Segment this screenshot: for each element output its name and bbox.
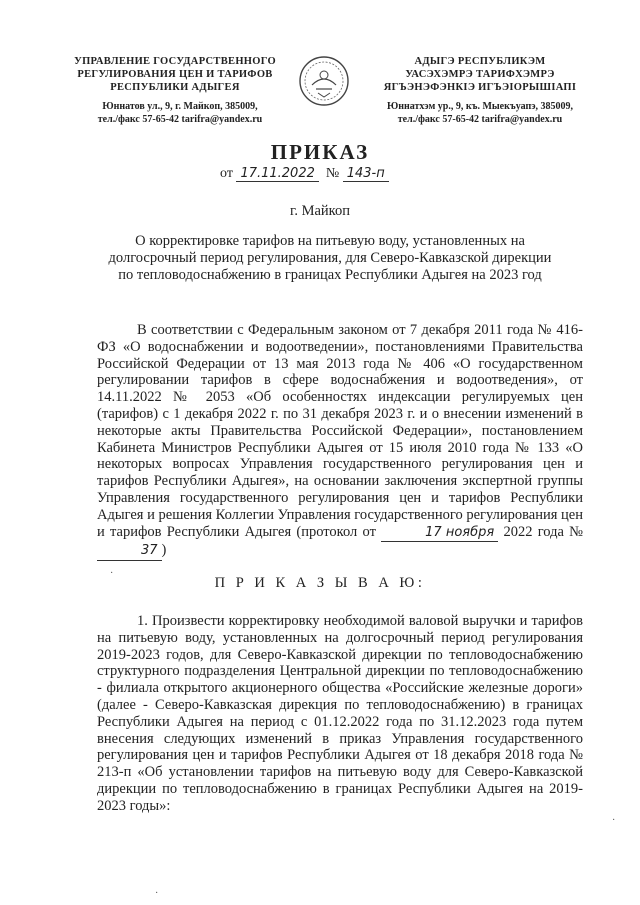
right-org-line: ЯГЪЭНЭФЭНКІЭ ИГЪЭІОРЫШІАПІ bbox=[383, 82, 577, 93]
left-address-line: Юннатов ул., 9, г. Майкоп, 385009, bbox=[102, 101, 258, 112]
document-title: ПРИКАЗ bbox=[270, 140, 370, 164]
number-prefix: № bbox=[325, 166, 340, 181]
left-org-line: РЕГУЛИРОВАНИЯ ЦЕН И ТАРИФОВ bbox=[77, 69, 273, 80]
left-org-line: УПРАВЛЕНИЕ ГОСУДАРСТВЕННОГО bbox=[74, 56, 276, 67]
right-organization-name bbox=[365, 55, 595, 94]
handwritten-protocol-number: 37 bbox=[97, 543, 162, 561]
republic-emblem-icon bbox=[298, 55, 350, 107]
handwritten-date: 17.11.2022 bbox=[236, 166, 318, 182]
left-address bbox=[55, 100, 305, 126]
right-org-line: УАСЭХЭМРЭ ТАРИФХЭМРЭ bbox=[405, 69, 555, 80]
scan-speck: · bbox=[110, 568, 114, 579]
date-number-line bbox=[220, 166, 389, 182]
right-org-line: АДЫГЭ РЕСПУБЛИКЭМ bbox=[414, 56, 546, 67]
preamble-text: В соответствии с Федеральным законом от 7 декабря 2011 года № 416-ФЗ «О водоснабжении и водоотведении», постановлениями Правительства Российской Федерации от 13 мая 2013 года № 406 «О государственном регулировании тарифов в сфере водоснабжения и водоотведения», от 14.11.2022 № 2053 «Об особенностях индексации регулируемых цен (тарифов) с 1 декабря 2022 г. по 31 декабря 2023 г. и о внесении изменений в некоторые акты Правительства Российской Федерации», постановлением Кабинета Министров Республики Адыгея от 15 июля 2010 года № 133 «О некоторых вопросах Управления государственного регулирования цен и тарифов Республики Адыгея», на основании заключения экспертной группы Управления государственного регулирования цен и тарифов Республики Адыгея и решения Коллегии Управления государственного регулирования цен и тарифов Республики Адыгея (протокол от bbox=[97, 322, 583, 540]
right-contact-line: тел./факс 57-65-42 tarifra@yandex.ru bbox=[397, 114, 563, 125]
handwritten-number: 143-п bbox=[343, 166, 389, 182]
left-organization-name bbox=[60, 55, 290, 94]
city: г. Майкоп bbox=[290, 203, 350, 219]
protocol-close: ) bbox=[161, 542, 167, 559]
scan-speck: · bbox=[155, 888, 159, 899]
preamble-paragraph bbox=[97, 322, 583, 561]
scan-speck: · bbox=[612, 815, 616, 826]
left-contact-line: тел./факс 57-65-42 tarifra@yandex.ru bbox=[97, 114, 263, 125]
right-address-line: Юннатхэм ур., 9, къ. Мыекъуапэ, 385009, bbox=[386, 101, 574, 112]
order-heading: П Р И К А З Ы В А Ю: bbox=[214, 575, 426, 591]
protocol-year: 2022 года № bbox=[503, 523, 584, 540]
date-prefix: от bbox=[220, 166, 233, 181]
item-1-paragraph: 1. Произвести корректировку необходимой валовой выручки и тарифов на питьевую воду, установленных на долгосрочный период регулирования 2019-2023 годов, для Северо-Кавказской дирекции по тепловодоснабжению структурного подразделения Центральной дирекции по тепловодоснабжению - филиала открытого акционерного общества «Российские железные дороги» (далее - Северо-Кавказская дирекция по тепловодоснабжению) в границах Республики Адыгея на период с 01.12.2022 года по 31.12.2023 года путем внесения следующих изменений в приказ Управления государственного регулирования цен и тарифов Республики Адыгея от 18 декабря 2018 года № 213-п «Об установлении тарифов на питьевую воду для Северо-Кавказской дирекции по тепловодоснабжению в границах Республики Адыгея на 2019-2023 годы»: bbox=[97, 613, 583, 814]
left-org-line: РЕСПУБЛИКИ АДЫГЕЯ bbox=[110, 82, 240, 93]
handwritten-protocol-date: 17 ноября bbox=[381, 525, 498, 543]
document-subject: О корректировке тарифов на питьевую воду, установленных на долгосрочный период регулирования, для Северо-Кавказской дирекции по тепловодоснабжению в границах Республики Адыгея на 2023 год bbox=[108, 233, 552, 283]
right-address bbox=[355, 100, 605, 126]
